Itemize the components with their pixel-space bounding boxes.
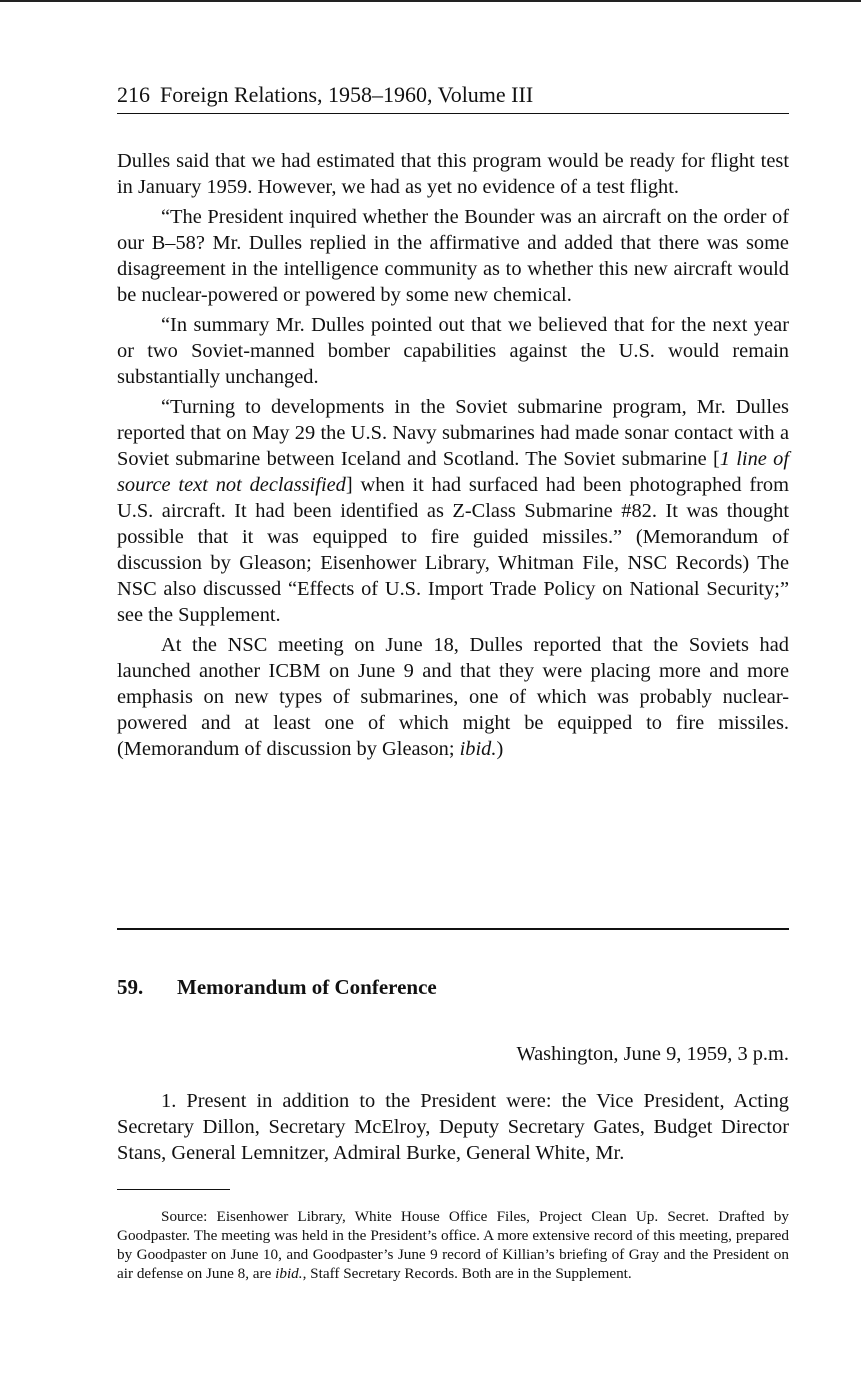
paragraph-3: “In summary Mr. Dulles pointed out that we believed that for the next year or two Soviet-manned bomber capabilities against the U.S. would remain substantially unchanged. xyxy=(117,314,789,388)
page-top-edge xyxy=(0,0,861,2)
body-text xyxy=(117,148,789,762)
paragraph-4-part-a: “Turning to developments in the Soviet submarine program, Mr. Dulles reported that on May 29 the U.S. Navy submarines had made sonar contact with a Soviet submarine between Iceland and Scotland. The Soviet submarine [ xyxy=(117,396,789,470)
volume-title: Foreign Relations, 1958–1960, Volume III xyxy=(160,82,534,107)
page-number: 216 xyxy=(117,82,150,107)
footnote-part-b: , Staff Secretary Records. Both are in the Supplement. xyxy=(302,1265,632,1282)
place-date-line: Washington, June 9, 1959, 3 p.m. xyxy=(516,1043,789,1065)
section-divider xyxy=(117,928,789,930)
paragraph-5-part-a: At the NSC meeting on June 18, Dulles reported that the Soviets had launched another ICBM on June 9 and that they were placing more and more emphasis on new types of submarines, one of which was probably nuclear-powered and at least one of which might be equipped to fire missiles. (Memorandum of discussion by Gleason; xyxy=(117,634,789,760)
footnote-part-a: Source: Eisenhower Library, White House Office Files, Project Clean Up. Secret. Drafted by Goodpaster. The meeting was held in the President’s office. A more extensive record of this meeting, prepared by Goodpaster on June 10, and Goodpaster’s June 9 record of Killian’s briefing of Gray and the President on air defense on June 8, are xyxy=(117,1208,789,1282)
paragraph-2: “The President inquired whether the Bounder was an aircraft on the order of our B–58? Mr. Dulles replied in the affirmative and added that there was some disagreement in the intelligence community as to whether this new aircraft would be nuclear-powered or powered by some new chemical. xyxy=(117,206,789,306)
document-heading xyxy=(117,973,789,1001)
footnote-italic: ibid. xyxy=(275,1265,303,1282)
paragraph-5 xyxy=(117,632,789,762)
paragraph-4-italic: 1 line of source text not declassified xyxy=(117,448,789,496)
paragraph-4 xyxy=(117,394,789,628)
document-body xyxy=(117,1088,789,1166)
present-paragraph: 1. Present in addition to the President were: the Vice President, Acting Secretary Dillon, Secretary McElroy, Deputy Secretary Gates, Budget Director Stans, General Lemnitzer, Admiral Burke, General White, Mr. xyxy=(117,1090,789,1164)
source-footnote xyxy=(117,1207,789,1283)
footnote-rule xyxy=(117,1189,230,1190)
footnote-text xyxy=(117,1207,789,1283)
paragraph-4-part-b: ] when it had surfaced had been photographed from U.S. aircraft. It had been identified as Z-Class Submarine #82. It was thought possible that it was equipped to fire guided missiles.” (Memorandum of discussion by Gleason; Eisenhower Library, Whitman File, NSC Records) The NSC also discussed “Effects of U.S. Import Trade Policy on National Security;” see the Supplement. xyxy=(117,474,789,626)
paragraph-5-part-b: ) xyxy=(496,738,504,760)
paragraph-1: Dulles said that we had estimated that this program would be ready for flight test in January 1959. However, we had as yet no evidence of a test flight. xyxy=(117,150,789,198)
paragraph-5-italic: ibid. xyxy=(459,738,497,760)
document-title: Memorandum of Conference xyxy=(177,975,437,999)
running-head xyxy=(117,80,789,114)
page xyxy=(117,80,789,1282)
document-number: 59. xyxy=(117,975,144,999)
